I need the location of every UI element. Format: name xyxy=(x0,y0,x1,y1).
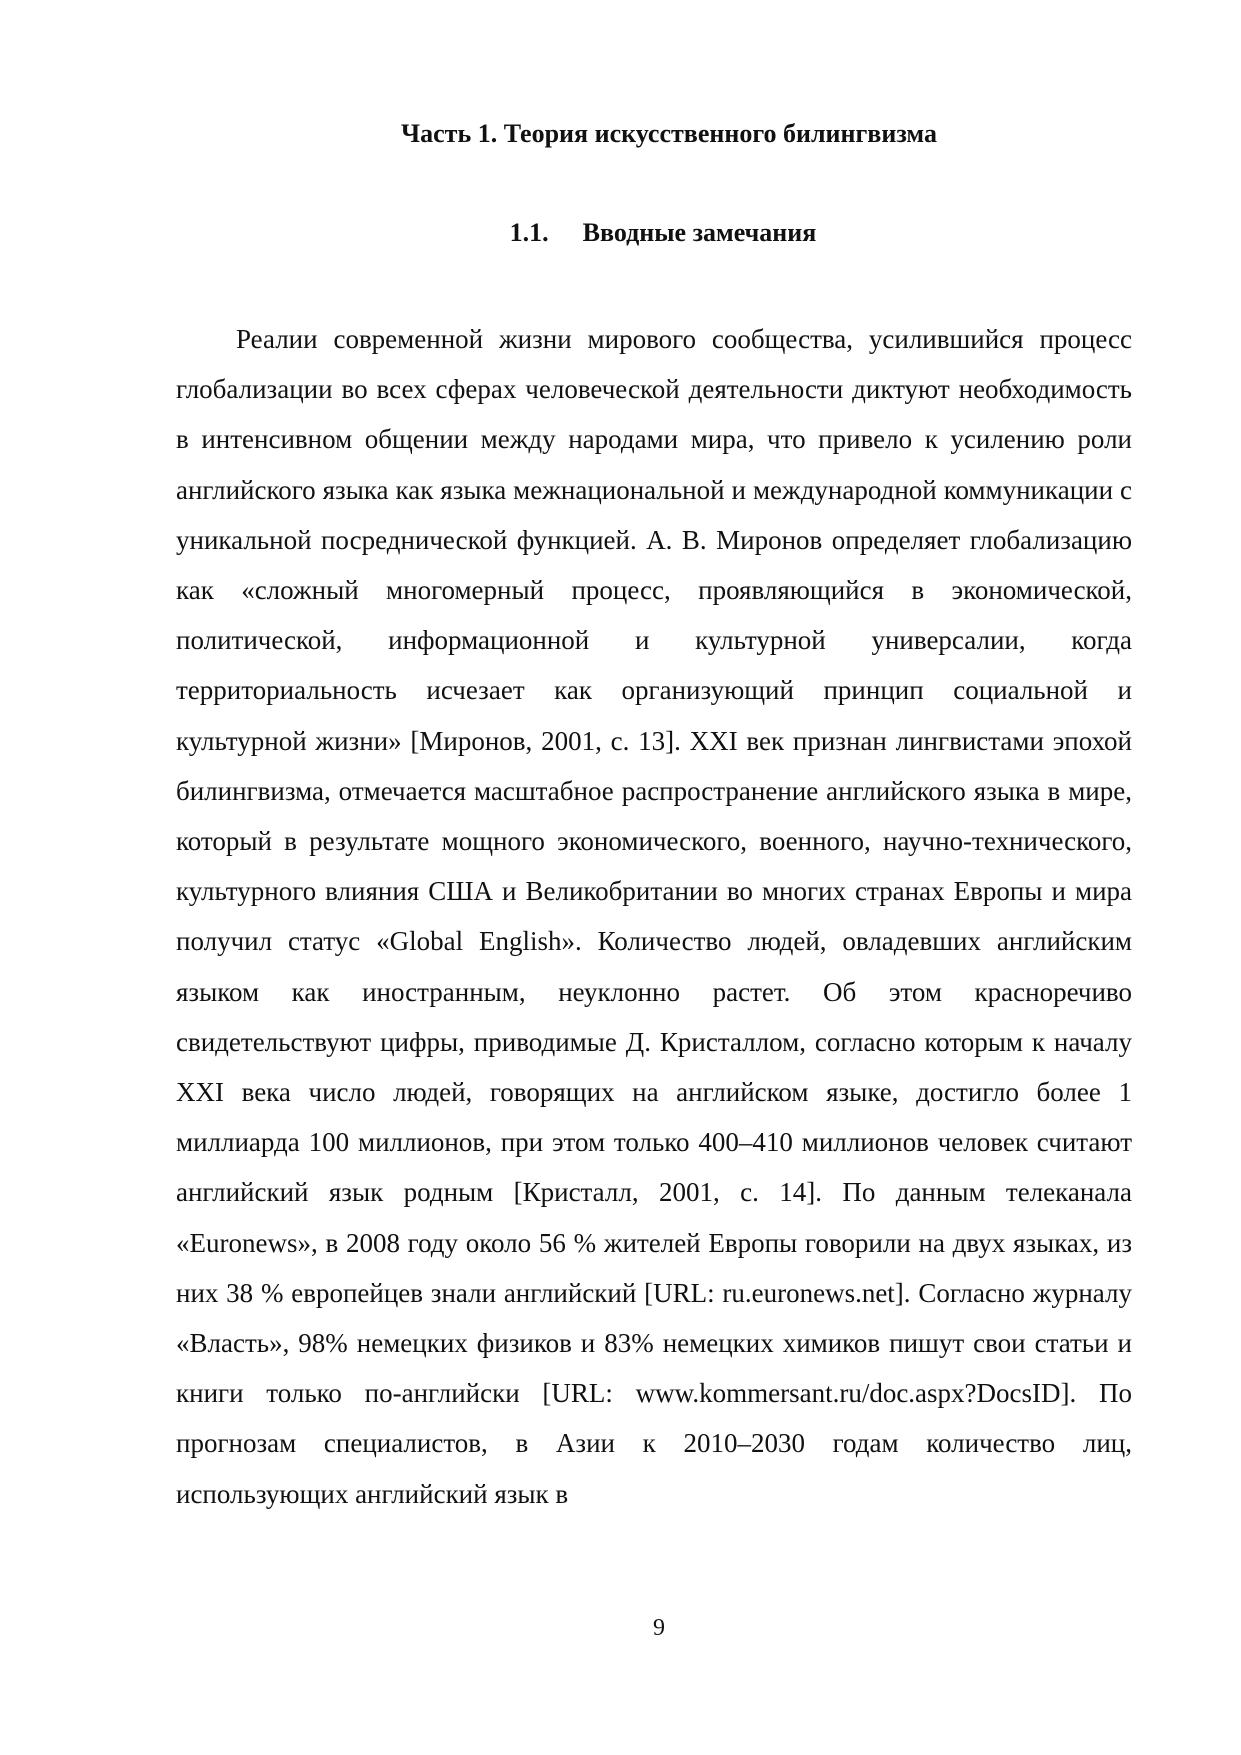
section-heading xyxy=(0,216,1241,250)
body-paragraph: Реалии современной жизни мирового сообщества, усилившийся процесс глобализации во всех сферах человеческой деятельности диктуют необходимость в интенсивном общении между народами мира, что привело к усилению роли английского языка как языка межнациональной и международной коммуникации с уникальной посреднической функцией. А. В. Миронов определяет глобализацию как «сложный многомерный процесс, проявляющийся в экономической, политической, информационной и культурной универсалии, когда территориальность исчезает как организующий принцип социальной и культурной жизни» [Миронов, 2001, с. 13]. XXI век признан лингвистами эпохой билингвизма, отмечается масштабное распространение английского языка в мире, который в результате мощного экономического, военного, научно-технического, культурного влияния США и Великобритании во многих странах Европы и мира получил статус «Global English». Количество людей, овладевших английским языком как иностранным, неуклонно растет. Об этом красноречиво свидетельствуют цифры, приводимые Д. Кристаллом, согласно которым к началу XXI века число людей, говорящих на английском языке, достигло более 1 миллиарда 100 миллионов, при этом только 400–410 миллионов человек считают английский язык родным [Кристалл, 2001, с. 14]. По данным телеканала «Euronews», в 2008 году около 56 % жителей Европы говорили на двух языках, из них 38 % европейцев знали английский [URL: ru.euronews.net]. Согласно журналу «Власть», 98% немецких физиков и 83% немецких химиков пишут свои статьи и книги только по-английски [URL: www.kommersant.ru/doc.aspx?DocsID]. По прогнозам специалистов, в Азии к 2010–2030 годам количество лиц, использующих английский язык в xyxy=(176,324,1132,1509)
page-number-text: 9 xyxy=(653,1615,665,1641)
section-heading-inner xyxy=(510,216,817,250)
section-title: Вводные замечания xyxy=(582,218,817,247)
section-number: 1.1. xyxy=(509,218,549,247)
page-number xyxy=(0,1613,1241,1643)
part-title-text: Часть 1. Теория искусственного билингвизма xyxy=(401,119,937,148)
part-title xyxy=(0,117,1241,151)
